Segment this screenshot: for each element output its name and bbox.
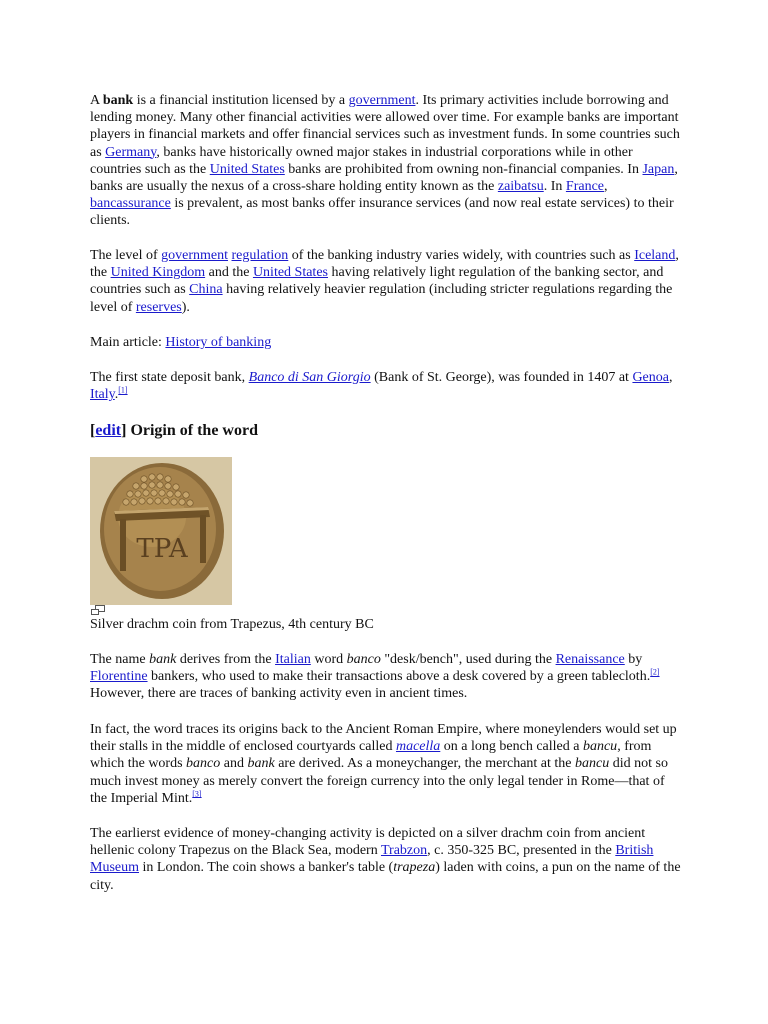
italic-term: bancu <box>575 756 610 772</box>
text: The first state deposit bank, <box>90 370 249 385</box>
section-title: Origin of the word <box>126 422 258 439</box>
link-zaibatsu[interactable]: zaibatsu <box>497 179 544 195</box>
link-iceland[interactable]: Iceland <box>634 248 676 263</box>
text: having relatively light regulation of the banking sector, and countries such as <box>90 265 664 298</box>
coin-illustration <box>90 457 232 605</box>
text: However, there are traces of banking activity even in ancient times. <box>90 686 468 702</box>
reference-link[interactable]: [2] <box>650 667 660 677</box>
text: , c. 350-325 BC, presented in the <box>427 843 616 859</box>
link-bancassurance[interactable]: bancassurance <box>90 196 171 212</box>
italic-term: banco <box>186 756 221 772</box>
link-united-kingdom[interactable]: United Kingdom <box>110 265 206 281</box>
image-caption: Silver drachm coin from Trapezus, 4th century BC <box>90 617 374 632</box>
text: "desk/bench", used during the <box>380 652 556 667</box>
italic-term: bank <box>149 652 177 667</box>
text: . In <box>543 179 566 195</box>
italic-term: bank <box>247 756 275 772</box>
link-china[interactable]: China <box>189 282 223 298</box>
link-reserves[interactable]: reserves <box>135 299 182 315</box>
text: In fact, the word traces its origins back to the Ancient Roman Empire, where moneylenders would set up their stalls in the middle of enclosed courtyards called <box>90 722 677 755</box>
link-history-of-banking[interactable]: History of banking <box>165 335 272 350</box>
link-united-states[interactable]: United States <box>209 161 285 177</box>
text: (Bank of St. George), was founded in 1407 at <box>370 370 633 385</box>
reference-2 <box>650 668 659 677</box>
regulation-paragraph <box>90 247 682 316</box>
text: ) laden with coins, a pun on the name of the city. <box>90 860 681 893</box>
text: . <box>114 387 119 403</box>
text: is a financial institution licensed by a <box>133 93 349 108</box>
text: A <box>90 93 103 108</box>
text: word <box>310 652 347 667</box>
bold-term-bank: bank <box>102 93 134 108</box>
link-british-museum[interactable]: British Museum <box>90 843 654 876</box>
text: , <box>604 179 608 195</box>
coin-image[interactable] <box>90 457 232 605</box>
section-heading <box>90 421 258 441</box>
text: , from which the words <box>90 739 652 772</box>
bracket: [ <box>90 422 96 439</box>
reference-link[interactable]: [3] <box>192 789 202 799</box>
italic-term: bancu <box>582 739 618 755</box>
italic-term: banco <box>346 652 381 667</box>
bracket: ] <box>121 422 127 439</box>
text: derives from the <box>176 652 276 667</box>
link-government[interactable]: government <box>348 93 416 108</box>
main-article-note <box>90 334 682 351</box>
text: , banks have historically owned major stakes in industrial corporations while in other countries such as the <box>90 144 633 177</box>
coin-inscription: TPA <box>136 534 188 564</box>
roman-origin-paragraph <box>90 721 682 807</box>
text: bankers, who used to make their transactions above a desk covered by a green tablecloth. <box>147 669 651 685</box>
link-regulation[interactable]: regulation <box>231 248 289 263</box>
text: , <box>668 370 673 385</box>
text: The level of <box>90 248 162 263</box>
link-italy[interactable]: Italy <box>90 387 115 403</box>
link-united-states[interactable]: United States <box>252 265 328 281</box>
text: . Its primary activities include borrowing and lending money. Many other financial activities were allowed over time. For example banks are important players in financial markets and offer financial services such as investment funds. In some countries such as <box>90 93 680 160</box>
link-government[interactable]: government <box>161 248 229 263</box>
reference-1 <box>118 386 127 395</box>
link-japan[interactable]: Japan <box>642 161 675 177</box>
link-italian[interactable]: Italian <box>275 652 311 667</box>
text: and <box>220 756 248 772</box>
reference-3 <box>192 789 201 798</box>
link-france[interactable]: France <box>565 179 604 195</box>
text: The earlierst evidence of money-changing activity is depicted on a silver drachm coin from ancient hellenic colony Trapezus on the Black Sea, modern <box>90 826 646 859</box>
reference-link[interactable]: [1] <box>118 385 128 395</box>
text: in London. The coin shows a banker's table ( <box>139 860 394 876</box>
text: ). <box>181 299 190 315</box>
link-renaissance[interactable]: Renaissance <box>555 652 625 667</box>
link-banco-di-san-giorgio[interactable]: Banco di San Giorgio <box>248 370 371 385</box>
link-macella[interactable]: macella <box>395 739 441 755</box>
text: are derived. As a moneychanger, the merchant at the <box>274 756 576 772</box>
link-germany[interactable]: Germany <box>105 144 157 160</box>
text: banks are prohibited from owning non-financial companies. In <box>284 161 643 177</box>
link-florentine[interactable]: Florentine <box>90 669 148 685</box>
text: of the banking industry varies widely, with countries such as <box>288 248 635 263</box>
earliest-evidence-paragraph <box>90 825 682 894</box>
text: , the <box>90 248 679 281</box>
link-trabzon[interactable]: Trabzon <box>380 843 428 859</box>
text: and the <box>205 265 253 281</box>
text: is prevalent, as most banks offer insurance services (and now real estate services) to their clients. <box>90 196 674 229</box>
first-bank-paragraph <box>90 369 682 403</box>
text: on a long bench called a <box>440 739 583 755</box>
intro-paragraph <box>90 92 682 230</box>
text: The name <box>90 652 150 667</box>
edit-link[interactable]: edit <box>95 422 122 439</box>
text: having relatively heavier regulation (including stricter regulations regarding the level of <box>90 282 673 315</box>
italic-term: trapeza <box>393 860 436 876</box>
text: Main article: <box>90 335 166 350</box>
text: did not so much invest money as merely convert the foreign currency into the only legal tender in Rome—that of the Imperial Mint. <box>90 756 668 806</box>
link-genoa[interactable]: Genoa <box>632 370 669 385</box>
text: , banks are usually the nexus of a cross-share holding entity known as the <box>90 161 678 195</box>
etymology-paragraph <box>90 651 682 703</box>
text: by <box>624 652 643 667</box>
enlarge-icon[interactable] <box>91 605 105 615</box>
